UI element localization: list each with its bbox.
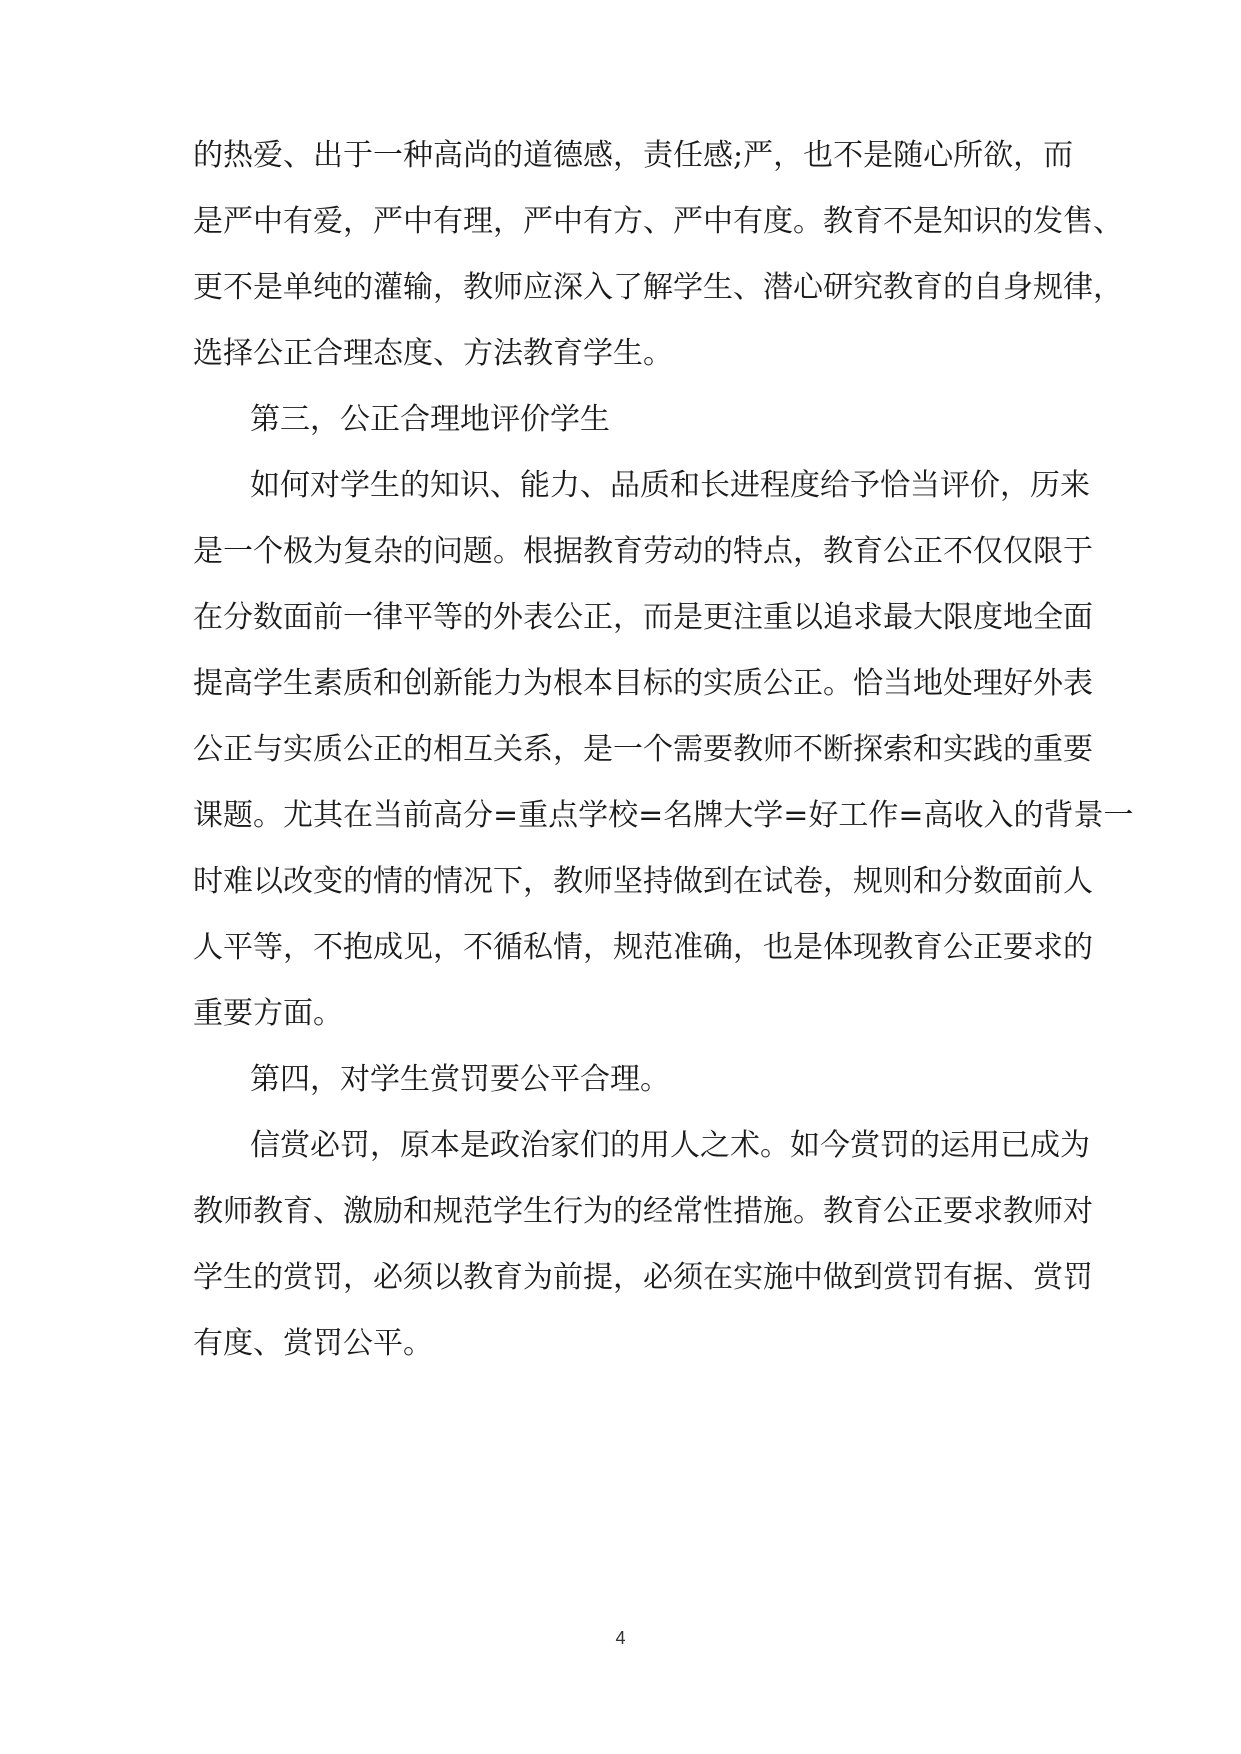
body-text-line: 更不是单纯的灌输，教师应深入了解学生、潜心研究教育的自身规律， — [193, 270, 1123, 305]
page-number: 4 — [615, 1628, 626, 1648]
section-heading: 第三，公正合理地评价学生 — [250, 402, 610, 437]
body-text-line: 人平等，不抱成见，不循私情，规范准确，也是体现教育公正要求的 — [193, 930, 1093, 965]
body-text-line: 有度、赏罚公平。 — [193, 1326, 433, 1361]
body-text-line: 在分数面前一律平等的外表公正，而是更注重以追求最大限度地全面 — [193, 600, 1093, 635]
body-text-line: 学生的赏罚，必须以教育为前提，必须在实施中做到赏罚有据、赏罚 — [193, 1260, 1093, 1295]
body-text-line: 教师教育、激励和规范学生行为的经常性措施。教育公正要求教师对 — [193, 1194, 1093, 1229]
body-text-line: 时难以改变的情的情况下，教师坚持做到在试卷，规则和分数面前人 — [193, 864, 1093, 899]
body-text-line: 课题。尤其在当前高分=重点学校=名牌大学=好工作=高收入的背景一 — [193, 798, 1134, 833]
body-text-line: 是严中有爱，严中有理，严中有方、严中有度。教育不是知识的发售、 — [193, 204, 1123, 239]
body-text-line: 信赏必罚，原本是政治家们的用人之术。如今赏罚的运用已成为 — [250, 1128, 1090, 1163]
body-text-line: 公正与实质公正的相互关系，是一个需要教师不断探索和实践的重要 — [193, 732, 1093, 767]
body-text-line: 的热爱、出于一种高尚的道德感，责任感;严，也不是随心所欲，而 — [193, 138, 1074, 173]
body-text-line: 如何对学生的知识、能力、品质和长进程度给予恰当评价，历来 — [250, 468, 1090, 503]
body-text-line: 选择公正合理态度、方法教育学生。 — [193, 336, 673, 371]
section-heading: 第四，对学生赏罚要公平合理。 — [250, 1062, 670, 1097]
body-text-line: 重要方面。 — [193, 996, 343, 1031]
body-text-line: 提高学生素质和创新能力为根本目标的实质公正。恰当地处理好外表 — [193, 666, 1093, 701]
body-text-line: 是一个极为复杂的问题。根据教育劳动的特点，教育公正不仅仅限于 — [193, 534, 1093, 569]
